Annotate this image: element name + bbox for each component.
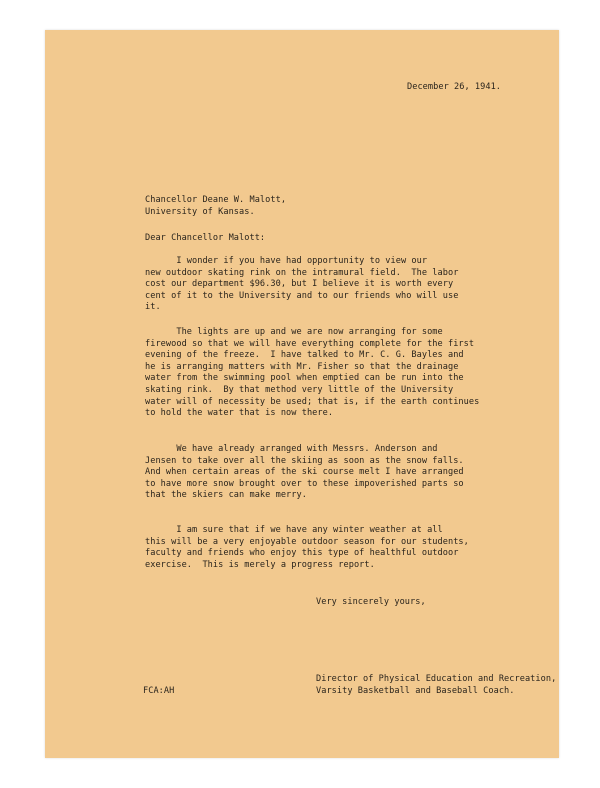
paragraph-line: We have already arranged with Messrs. Anderson and bbox=[145, 444, 438, 454]
signature-block bbox=[316, 674, 556, 697]
paragraph-line: faculty and friends who enjoy this type of healthful outdoor bbox=[145, 548, 459, 559]
paragraph-3 bbox=[145, 444, 555, 502]
paragraph-line: evening of the freeze. I have talked to Mr. C. G. Bayles and bbox=[145, 350, 464, 361]
signature-title-2: Varsity Basketball and Baseball Coach. bbox=[316, 685, 515, 696]
paragraph-line: he is arranging matters with Mr. Fisher so that the drainage bbox=[145, 361, 459, 372]
closing: Very sincerely yours, bbox=[316, 597, 426, 607]
paragraph-line: cost our department $96.30, but I believe it is worth every bbox=[145, 279, 454, 290]
signature-title-1: Director of Physical Education and Recreation, bbox=[316, 674, 557, 684]
paragraph-line: I am sure that if we have any winter weather at all bbox=[145, 525, 443, 535]
paragraph-line: exercise. This is merely a progress report. bbox=[145, 559, 375, 570]
paragraph-line: I wonder if you have had opportunity to view our bbox=[145, 256, 428, 266]
letter-page bbox=[45, 30, 559, 758]
paragraph-line: Jensen to take over all the skiing as soon as the snow falls. bbox=[145, 455, 464, 466]
paragraph-line: water will of necessity be used; that is, if the earth continues bbox=[145, 396, 480, 407]
paragraph-1 bbox=[145, 256, 555, 314]
paragraph-2 bbox=[145, 327, 555, 420]
paragraph-4 bbox=[145, 525, 555, 571]
paragraph-line: water from the swimming pool when emptied can be run into the bbox=[145, 373, 464, 384]
paragraph-line: new outdoor skating rink on the intramural field. The labor bbox=[145, 267, 459, 278]
salutation: Dear Chancellor Malott: bbox=[145, 233, 266, 243]
letter-date: December 26, 1941. bbox=[407, 82, 502, 92]
paragraph-line: cent of it to the University and to our friends who will use bbox=[145, 290, 459, 301]
paragraph-line: firewood so that we will have everything complete for the first bbox=[145, 338, 475, 349]
recipient-address bbox=[145, 195, 286, 218]
paragraph-line: The lights are up and we are now arranging for some bbox=[145, 327, 443, 337]
paragraph-line: this will be a very enjoyable outdoor season for our students, bbox=[145, 536, 469, 547]
paragraph-line: And when certain areas of the ski course melt I have arranged bbox=[145, 467, 464, 478]
paragraph-line: that the skiers can make merry. bbox=[145, 490, 307, 501]
paragraph-line: to have more snow brought over to these impoverished parts so bbox=[145, 478, 464, 489]
reference-initials: FCA:AH bbox=[143, 686, 175, 696]
recipient-name: Chancellor Deane W. Malott, bbox=[145, 195, 287, 205]
paragraph-line: to hold the water that is now there. bbox=[145, 408, 334, 419]
paragraph-line: it. bbox=[145, 302, 161, 313]
recipient-institution: University of Kansas. bbox=[145, 206, 255, 217]
paragraph-line: skating rink. By that method very little of the University bbox=[145, 384, 454, 395]
